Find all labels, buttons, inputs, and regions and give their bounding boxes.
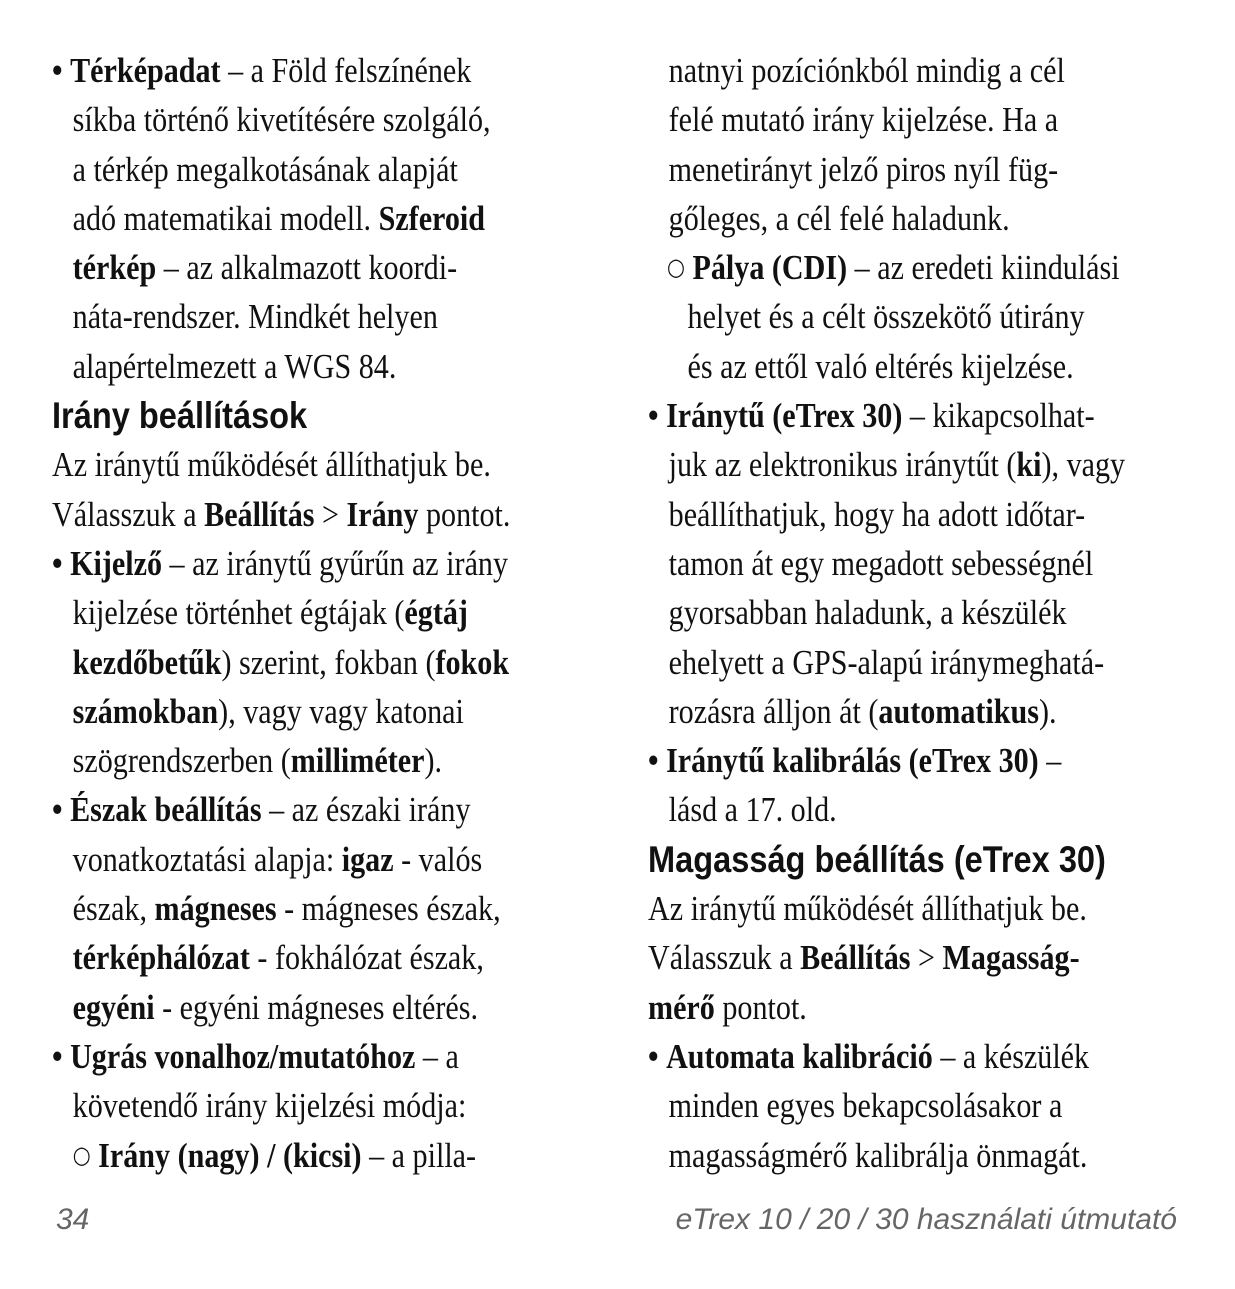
- eszak-line-2: vonatkoztatási alapja: igaz - valós: [72, 839, 483, 879]
- ugras-line-2: követendő irány kijelzési módja:: [72, 1086, 467, 1126]
- auto-line-2: minden egyes bekapcsolásakor a: [668, 1086, 1063, 1126]
- iranytu-line-6: ehelyett a GPS-alapú iránymeghatá-: [668, 642, 1105, 682]
- right-column: [648, 46, 1208, 1180]
- ugras-line-1: • Ugrás vonalhoz/mutatóhoz – a: [52, 1036, 459, 1076]
- bullet: •: [52, 51, 63, 90]
- auto-kalibr-item: [648, 1032, 1207, 1180]
- kijelzo-item: [52, 539, 611, 785]
- irany-cont: [648, 46, 1207, 243]
- magassag-intro-line-3: mérő pontot.: [648, 987, 807, 1027]
- bullet: •: [52, 790, 63, 830]
- bullet: •: [648, 1036, 659, 1076]
- bullet: •: [648, 741, 659, 781]
- terkepadat-line-6: náta-rendszer. Mindkét helyen: [72, 297, 438, 337]
- manual-title: eTrex 10 / 20 / 30 használati útmutató: [675, 1203, 1177, 1236]
- terkepadat-line-7: alapértelmezett a WGS 84.: [72, 346, 397, 386]
- irany-intro: [52, 440, 611, 539]
- irany-intro-line-1: Az iránytű működését állíthatjuk be.: [52, 445, 491, 485]
- magassag-intro-line-1: Az iránytű működését állíthatjuk be.: [648, 889, 1087, 929]
- circle-bullet-icon: ○: [666, 253, 685, 282]
- magassag-intro: [648, 884, 1207, 1032]
- iranytu-line-1: • Iránytű (eTrex 30) – kikapcsolhat-: [648, 396, 1095, 436]
- eszak-line-4: térképhálózat - fokhálózat észak,: [72, 938, 484, 978]
- cont-line-2: felé mutató irány kijelzése. Ha a: [668, 100, 1059, 140]
- kijelzo-line-1: • Kijelző – az iránytű gyűrűn az irány: [52, 543, 509, 583]
- terkepadat-line-3: a térkép megalkotásának alapját: [72, 149, 458, 189]
- palya-line-3: és az ettől való eltérés kijelzése.: [687, 346, 1074, 386]
- kijelzo-line-2: kijelzése történhet égtájak (égtáj: [72, 593, 468, 633]
- palya-line-2: helyet és a célt összekötő útirány: [687, 297, 1085, 337]
- eszak-item: [52, 785, 611, 1031]
- terkepadat-line-1: • Térképadat – a Föld felszínének: [52, 51, 472, 90]
- ugras-item: [52, 1032, 611, 1180]
- terkepadat-section: [52, 46, 611, 391]
- page-number: 34: [56, 1203, 90, 1236]
- terkepadat-line-5: térkép – az alkalmazott koordi-: [72, 248, 458, 288]
- iranytu-line-2: juk az elektronikus iránytűt (ki), vagy: [668, 445, 1126, 485]
- iranytu-item: [648, 391, 1207, 736]
- kijelzo-line-3: kezdőbetűk) szerint, fokban (fokok: [72, 642, 510, 682]
- eszak-line-5: egyéni - egyéni mágneses eltérés.: [72, 987, 479, 1027]
- eszak-line-1: • Észak beállítás – az északi irány: [52, 790, 471, 830]
- iranytu-line-3: beállíthatjuk, hogy ha adott időtar-: [668, 494, 1086, 534]
- ugras-line-3: ○ Irány (nagy) / (kicsi) – a pilla-: [72, 1135, 477, 1175]
- magassag-intro-line-2: Válasszuk a Beállítás > Magasság-: [648, 938, 1080, 978]
- kijelzo-line-5: szögrendszerben (milliméter).: [72, 741, 443, 781]
- terkepadat-line-2: síkba történő kivetítésére szolgáló,: [72, 100, 491, 140]
- kijelzo-line-4: számokban), vagy vagy katonai: [72, 691, 464, 731]
- left-column: [52, 46, 612, 1180]
- section-heading-irany: Irány beállítások: [52, 395, 308, 437]
- circle-bullet-icon: ○: [72, 1140, 91, 1169]
- palya-line-1: ○ Pálya (CDI) – az eredeti kiindulási: [666, 248, 1120, 288]
- iranytu-line-7: rozásra álljon át (automatikus).: [668, 691, 1057, 731]
- auto-line-1: • Automata kalibráció – a készülék: [648, 1036, 1090, 1076]
- cont-line-4: gőleges, a cél felé haladunk.: [668, 198, 1010, 238]
- terkepadat-line-4: adó matematikai modell. Szferoid: [72, 198, 486, 238]
- cont-line-1: natnyi pozíciónkból mindig a cél: [668, 51, 1065, 90]
- eszak-line-3: észak, mágneses - mágneses észak,: [72, 889, 501, 929]
- kalibr-line-1: • Iránytű kalibrálás (eTrex 30) –: [648, 741, 1062, 781]
- szferoid-term: Szferoid: [378, 198, 486, 238]
- bullet: •: [52, 1036, 63, 1076]
- bullet: •: [52, 543, 63, 583]
- kalibr-item: [648, 736, 1207, 835]
- bullet: •: [648, 396, 659, 436]
- section-heading-magassag: Magasság beállítás (eTrex 30): [648, 838, 1106, 880]
- palya-subitem: [648, 243, 1207, 391]
- iranytu-line-4: tamon át egy megadott sebességnél: [668, 543, 1094, 583]
- auto-line-3: magasságmérő kalibrálja önmagát.: [668, 1135, 1088, 1175]
- cont-line-3: menetirányt jelző piros nyíl füg-: [668, 149, 1059, 189]
- terkepadat-term: Térképadat: [70, 51, 221, 90]
- kalibr-line-2: lásd a 17. old.: [668, 790, 837, 830]
- irany-intro-line-2: Válasszuk a Beállítás > Irány pontot.: [52, 494, 511, 534]
- iranytu-line-5: gyorsabban haladunk, a készülék: [668, 593, 1067, 633]
